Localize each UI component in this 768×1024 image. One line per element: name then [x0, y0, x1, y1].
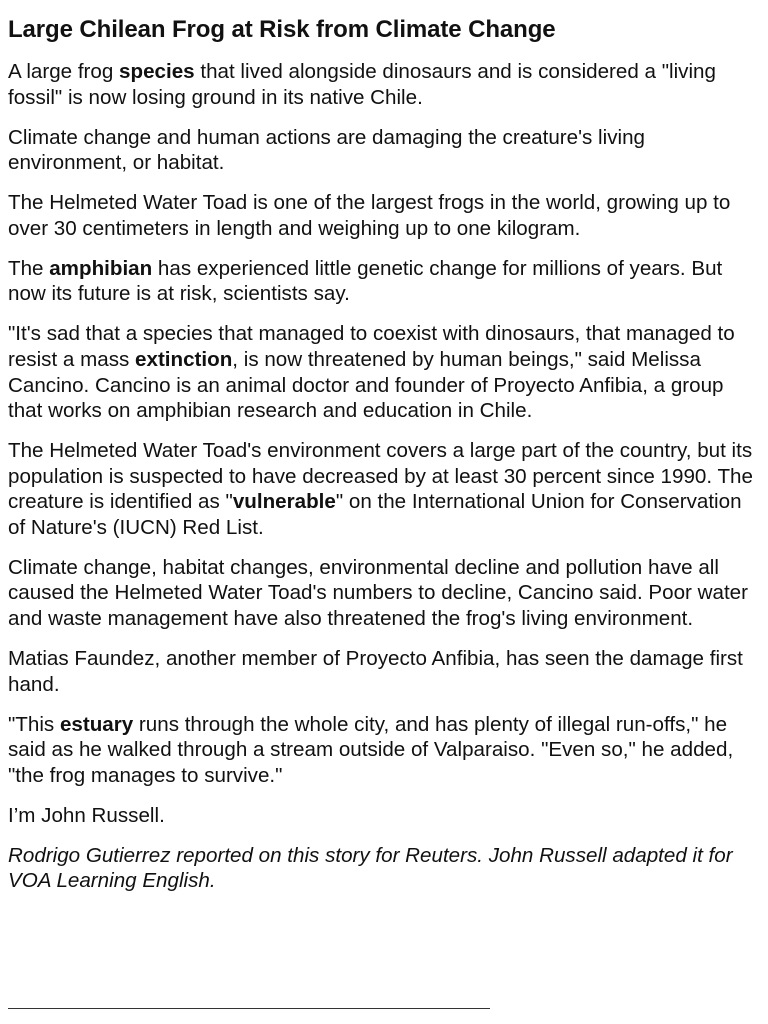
paragraph-text: The — [8, 256, 50, 280]
paragraph-text: , is now threatened by human beings," said Melissa Cancino. Cancino is an animal doctor and founder of Proyecto Anfibia, a group that works on amphibian research and education in Chile. — [8, 347, 724, 423]
paragraph-text: " on the International Union for Conservation of Nature's (IUCN) Red List. — [8, 490, 742, 539]
article-paragraph — [8, 321, 760, 423]
paragraph-text: "This — [8, 712, 60, 736]
article-paragraph — [8, 190, 760, 241]
paragraph-text: Climate change and human actions are damaging the creature's living environment, or habitat. — [8, 125, 645, 175]
paragraph-text: A large frog — [8, 60, 120, 83]
paragraph-text: The Helmeted Water Toad is one of the largest frogs in the world, growing up to over 30 centimeters in length and weighing up to one kilogram. — [8, 191, 731, 240]
article-paragraph — [8, 256, 760, 307]
paragraph-text: Matias Faundez, another member of Proyecto Anfibia, has seen the damage first hand. — [8, 647, 743, 696]
article-paragraph — [8, 803, 760, 829]
article-paragraph — [8, 555, 760, 632]
paragraph-text: runs through the whole city, and has plenty of illegal run-offs," he said as he walked through a stream outside of Valparaiso. "Even so," he added, "the frog manages to survive." — [8, 712, 734, 787]
vocabulary-word: species — [119, 60, 195, 83]
article-paragraph — [8, 438, 760, 540]
article-paragraph — [8, 646, 760, 697]
vocabulary-word: vulnerable — [232, 490, 336, 514]
paragraph-text: has experienced little genetic change for millions of years. But now its future is at risk, scientists say. — [8, 256, 723, 306]
article-credit: Rodrigo Gutierrez reported on this story for Reuters. John Russell adapted it for VOA Learning English. — [8, 843, 733, 893]
paragraph-text: The Helmeted Water Toad's environment covers a large part of the country, but its population is suspected to have decreased by at least 30 percent since 1990. The creature is identified as " — [8, 439, 753, 514]
paragraph-text: Climate change, habitat changes, environmental decline and pollution have all caused the Helmeted Water Toad's numbers to decline, Cancino said. Poor water and waste management have also threatened the frog's living environment. — [8, 555, 748, 631]
article-paragraph — [8, 59, 760, 110]
paragraph-text: "It's sad that a species that managed to coexist with dinosaurs, that managed to resist a mass — [8, 322, 735, 371]
article-paragraph — [8, 125, 760, 176]
vocabulary-word: estuary — [59, 712, 134, 736]
paragraph-text: I’m John Russell. — [8, 803, 165, 827]
paragraph-text: that lived alongside dinosaurs and is considered a "living fossil" is now losing ground in its native Chile. — [8, 60, 716, 109]
article-body — [8, 59, 760, 828]
vocabulary-word: extinction — [135, 347, 233, 371]
vocabulary-word: amphibian — [49, 256, 153, 280]
footer-divider — [8, 1008, 490, 1009]
article-title: Large Chilean Frog at Risk from Climate Change — [8, 16, 556, 43]
article-paragraph — [8, 712, 760, 789]
